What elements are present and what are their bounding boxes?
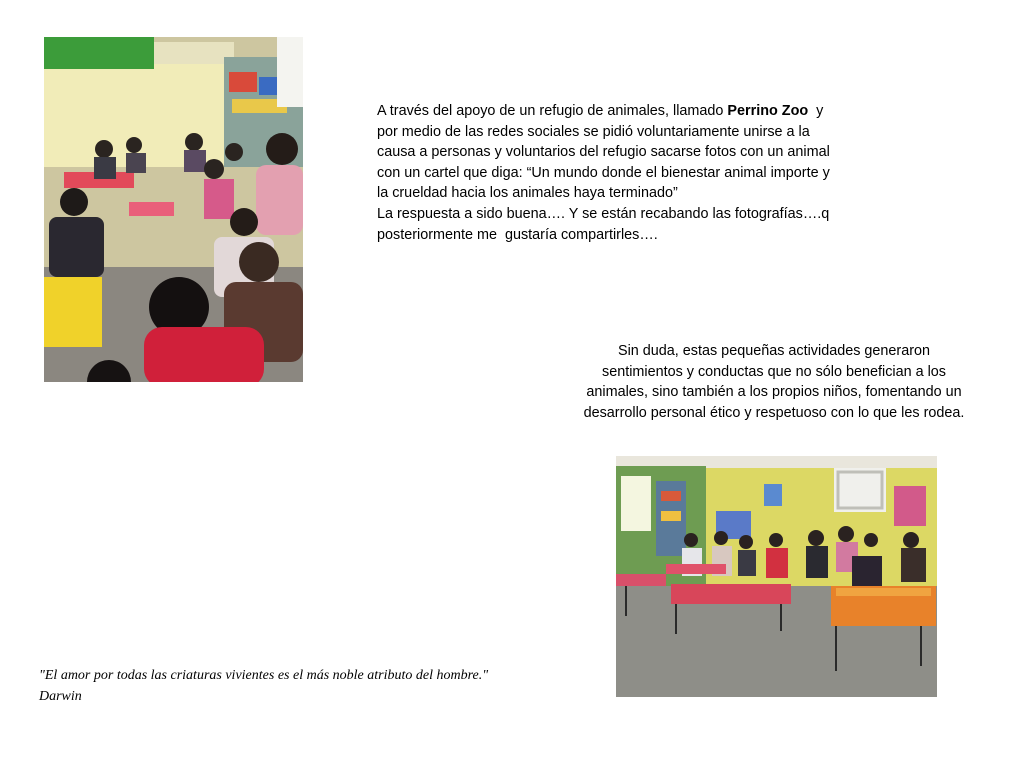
classroom-photo-portrait-image [44,37,303,382]
conclusion-line: Sin duda, estas pequeñas actividades generaron [617,343,931,359]
quote-text: "El amor por todas las criaturas vivientes es el más noble atributo del hombre." [39,668,489,683]
quote-author: Darwin [39,688,82,704]
activity-description-line: causa a personas y voluntarios del refugio sacarse fotos con un animal [377,144,830,161]
classroom-photo-landscape [616,456,937,697]
activity-description-line-1 [377,101,882,122]
activity-description [377,101,882,245]
activity-description-line: por medio de las redes sociales se pidió voluntariamente unirse a la [377,123,810,140]
conclusion-line: desarrollo personal ético y respetuoso con lo que les rodea. [583,404,965,421]
activity-description-line: posteriormente me gustaría compartirles…. [377,226,658,243]
refuge-name: Perrino Zoo [727,103,809,119]
darwin-quote [39,666,539,707]
activity-description-line: La respuesta a sido buena…. Y se están recabando las fotografías….q [377,205,830,222]
conclusion-line: sentimientos y conductas que no sólo benefician a los [602,363,946,380]
classroom-photo-landscape-image [616,456,937,697]
line-1-suffix: y [808,103,824,119]
conclusion-text [563,341,985,423]
activity-description-line: la crueldad hacia los animales haya terminado” [377,185,678,202]
classroom-photo-portrait [44,37,303,382]
activity-description-line: con un cartel que diga: “Un mundo donde el bienestar animal importe y [377,164,830,181]
line-1-text: A través del apoyo de un refugio de animales, llamado [377,103,728,119]
conclusion-line: animales, sino también a los propios niños, fomentando un [586,384,962,401]
